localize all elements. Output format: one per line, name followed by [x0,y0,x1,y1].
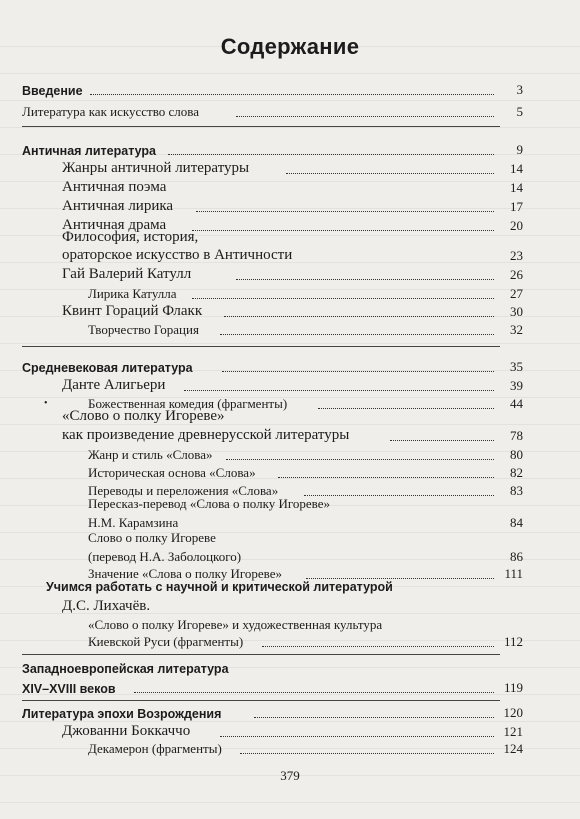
toc-entry-page: 83 [510,483,523,498]
section-separator [22,126,500,127]
toc-leader [196,211,494,212]
toc-entry-label: Лирика Катулла [88,286,177,301]
toc-entry-label: Античная поэма [62,179,167,195]
toc-entry-page: 20 [510,218,523,233]
toc-leader [390,440,494,441]
toc-leader [90,94,494,95]
toc-entry-page: 14 [510,180,523,195]
toc-entry-peresk-line1: Пересказ-перевод «Слова о полку Игореве» [88,496,330,511]
toc-leader [254,717,494,718]
toc-entry-label: Жанр и стиль «Слова» [88,447,213,462]
toc-leader [226,459,494,460]
toc-entry-label: (перевод Н.А. Заболоцкого) [88,549,242,564]
page-title: Содержание [220,34,360,59]
toc-entry-filosofiya-line1: Философия, история, [62,229,199,245]
toc-entry-page: 111 [504,566,523,581]
bullet-mark: • [44,398,48,409]
toc-entry-lit-iskusstvo[interactable] [0,100,580,122]
toc-entry-label: Античная лирика [62,198,174,214]
toc-entry-vvedenie[interactable] [0,78,580,100]
toc-entry-page: 23 [510,248,523,263]
toc-entry-label: Декамерон (фрагменты) [88,741,222,756]
toc-entry-label: Гай Валерий Катулл [62,266,192,282]
toc-leader [240,753,494,754]
toc-entry-likh-line2: «Слово о полку Игореве» и художественная культура [88,617,383,632]
toc-entry-label: Данте Алигьери [62,377,166,393]
toc-entry-label: Средневековая литература [22,361,193,375]
toc-leader [220,334,494,335]
toc-entry-page: 124 [503,741,523,756]
toc-entry-page: 112 [503,634,523,649]
toc-entry-label: Античная драма [62,217,167,233]
toc-entry-uchimsya: Учимся работать с научной и критической литературой [46,580,393,594]
toc-entry-page: 119 [503,680,523,695]
toc-leader [278,477,494,478]
toc-entry-page: 3 [516,82,523,97]
toc-entry-page: 82 [510,465,523,480]
toc-leader [184,390,494,391]
toc-entry-page: 26 [510,267,523,282]
toc-leader [222,371,494,372]
toc-entry-label: Историческая основа «Слова» [88,465,256,480]
toc-entry-likhachev: Д.С. Лихачёв. [62,598,151,614]
toc-leader [286,173,494,174]
toc-entry-label: Античная литература [22,144,157,158]
toc-entry-page: 80 [510,447,523,462]
toc-entry-label: Творчество Горация [88,322,199,337]
toc-leader [168,154,494,155]
toc-entry-page: 32 [510,322,523,337]
toc-entry-label: Квинт Гораций Флакк [62,303,203,319]
toc-entry-page: 78 [510,428,523,443]
toc-entry-label: Значение «Слова о полку Игореве» [88,566,283,581]
toc-entry-label: Божественная комедия (фрагменты) [88,396,288,411]
toc-entry-label: Литература как искусство слова [22,104,200,119]
toc-entry-page: 121 [503,724,523,739]
toc-entry-zap-line1: Западноевропейская литература [22,662,229,676]
toc-entry-label: XIV–XVIII веков [22,682,116,696]
toc-entry-label: как произведение древнерусской литературы [62,427,350,443]
section-separator [22,654,500,655]
toc-entry-label: Литература эпохи Возрождения [22,707,222,721]
toc-leader [306,578,494,579]
toc-entry-page: 39 [510,378,523,393]
toc-entry-label: Н.М. Карамзина [88,515,179,530]
toc-entry-dekameron[interactable] [0,737,580,759]
toc-entry-page: 84 [510,515,523,530]
toc-entry-page: 5 [516,104,523,119]
toc-leader [134,692,494,693]
toc-leader [236,279,494,280]
toc-entry-page: 14 [510,161,523,176]
page-number: 379 [280,768,300,783]
toc-entry-page: 35 [510,359,523,374]
toc-entry-tvorchestvo[interactable] [0,318,580,340]
toc-entry-page: 120 [503,705,523,720]
toc-entry-label: Джованни Боккаччо [62,723,191,739]
toc-leader [236,116,494,117]
toc-entry-label: Введение [22,84,83,98]
toc-entry-slovo-zab-line1: Слово о полку Игореве [88,530,216,545]
toc-entry-xiv-xviii[interactable] [0,676,580,698]
toc-entry-page: 44 [510,396,523,411]
toc-entry-label: Переводы и переложения «Слова» [88,483,279,498]
toc-entry-page: 27 [510,286,523,301]
toc-entry-label: ораторское искусство в Античности [62,247,293,263]
toc-entry-page: 17 [510,199,523,214]
toc-entry-kievskaya[interactable] [0,630,580,652]
toc-entry-slovo-line1: «Слово о полку Игореве» [62,408,225,424]
section-separator [22,346,500,347]
toc-entry-page: 30 [510,304,523,319]
toc-leader [262,646,494,647]
toc-entry-label: Киевской Руси (фрагменты) [88,634,244,649]
toc-entry-label: Жанры античной литературы [62,160,250,176]
toc-leader [192,298,494,299]
toc-entry-page: 9 [516,142,523,157]
toc-leader [224,316,494,317]
toc-entry-page: 86 [510,549,523,564]
